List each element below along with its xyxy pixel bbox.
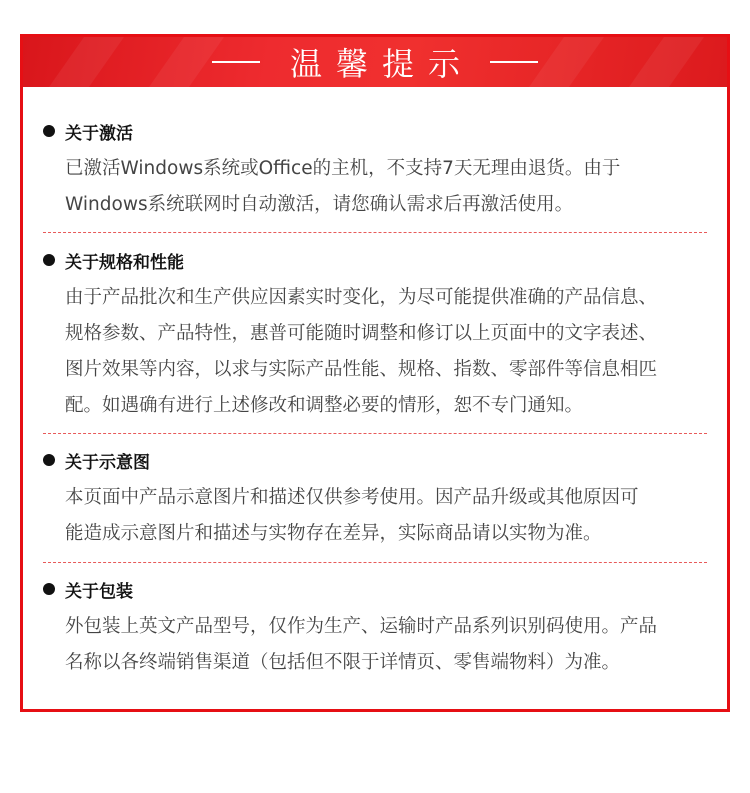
- section-divider: [43, 562, 707, 563]
- section-heading: 关于规格和性能: [65, 252, 184, 273]
- section-body: [65, 609, 713, 681]
- section-divider: [43, 232, 707, 233]
- section-packaging: [43, 577, 713, 681]
- section-body: [65, 480, 713, 552]
- section-activation: [43, 119, 713, 223]
- text-line: 已激活Windows系统或Office的主机，不支持7天无理由退货。由于: [65, 158, 621, 179]
- text-line: 由于产品批次和生产供应因素实时变化，为尽可能提供准确的产品信息、: [65, 287, 658, 308]
- notice-frame: [20, 34, 730, 712]
- text-line: 图片效果等内容，以求与实际产品性能、规格、指数、零部件等信息相匹: [65, 359, 658, 380]
- section-body: [65, 280, 713, 424]
- section-heading: 关于包装: [65, 581, 133, 602]
- section-specs: [43, 248, 713, 424]
- text-line: 本页面中产品示意图片和描述仅供参考使用。因产品升级或其他原因可: [65, 487, 639, 508]
- banner-left-line: [212, 61, 260, 63]
- bullet-icon: [43, 125, 55, 137]
- banner-title: 温馨提示: [289, 45, 474, 83]
- text-line: 名称以各终端销售渠道（包括但不限于详情页、零售端物料）为准。: [65, 652, 621, 673]
- text-line: 外包装上英文产品型号，仅作为生产、运输时产品系列识别码使用。产品: [65, 616, 658, 637]
- text-line: 规格参数、产品特性，惠普可能随时调整和修订以上页面中的文字表述、: [65, 323, 658, 344]
- text-line: 配。如遇确有进行上述修改和调整必要的情形，恕不专门通知。: [65, 395, 584, 416]
- section-divider: [43, 433, 707, 434]
- banner: [23, 37, 727, 87]
- bullet-icon: [43, 583, 55, 595]
- section-illustration: [43, 448, 713, 552]
- section-heading: 关于激活: [65, 123, 133, 144]
- text-line: Windows系统联网时自动激活，请您确认需求后再激活使用。: [65, 194, 574, 215]
- bullet-icon: [43, 254, 55, 266]
- banner-right-line: [490, 61, 538, 63]
- text-line: 能造成示意图片和描述与实物存在差异，实际商品请以实物为准。: [65, 523, 602, 544]
- section-heading: 关于示意图: [65, 452, 150, 473]
- section-body: [65, 151, 713, 223]
- bullet-icon: [43, 454, 55, 466]
